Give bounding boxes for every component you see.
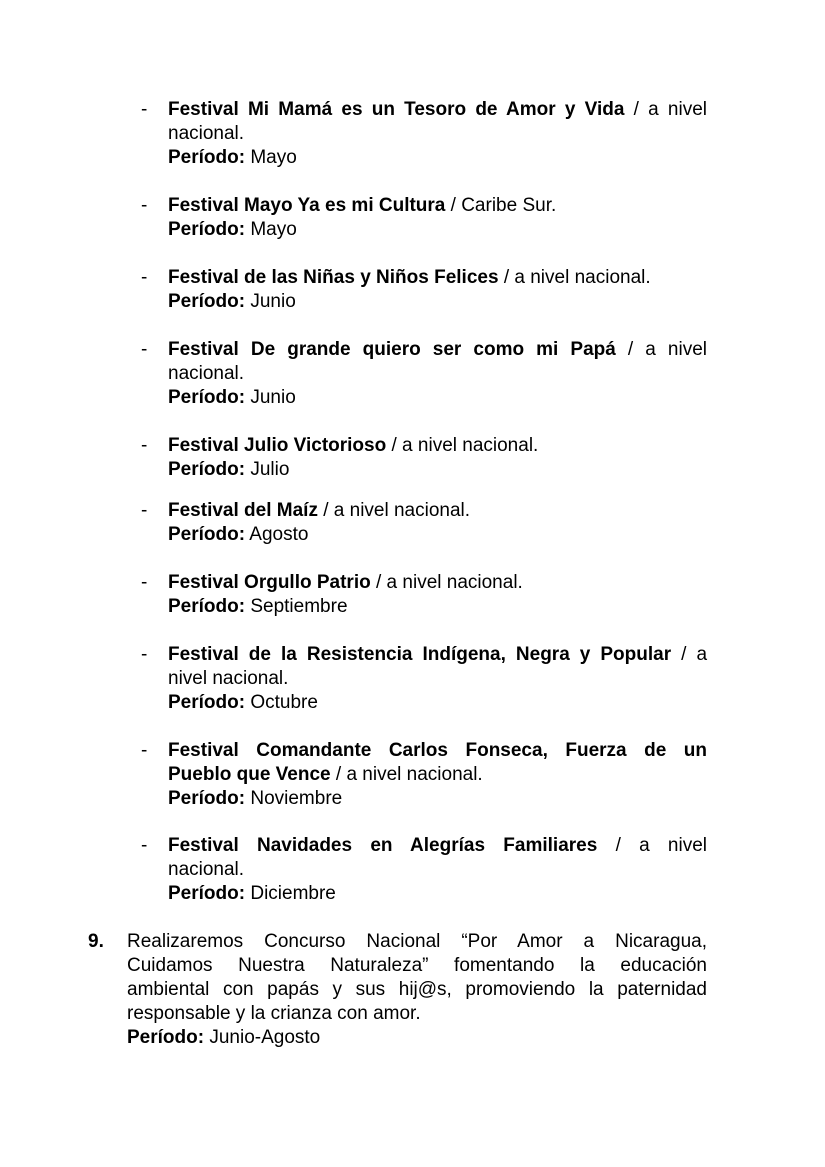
period-value: Noviembre	[250, 788, 343, 809]
period-value: Julio	[250, 459, 290, 480]
festival-name: Festival Mi Mamá es un Tesoro de Amor y Vida	[168, 99, 625, 120]
festival-line	[168, 266, 707, 290]
festival-name: Festival De grande quiero ser como mi Papá	[168, 339, 616, 360]
festival-name: Festival de la Resistencia Indígena, Negra y Popular	[168, 644, 672, 665]
period-value: Septiembre	[250, 596, 348, 617]
festival-scope-continued: nacional.	[168, 123, 245, 144]
festival-name: Festival del Maíz	[168, 500, 318, 521]
festival-line	[168, 643, 707, 667]
list-dash: -	[141, 740, 148, 761]
festival-scope-continued: nacional.	[168, 859, 245, 880]
festival-scope-continued: nivel nacional.	[168, 668, 289, 689]
festival-line	[168, 571, 707, 595]
period-label: Período:	[168, 291, 246, 312]
item-text-line: ambiental con papás y sus hij@s, promoviendo la paternidad	[127, 979, 707, 1000]
festival-scope: / a nivel nacional.	[335, 764, 483, 785]
period-label: Período:	[168, 147, 246, 168]
list-dash: -	[141, 99, 148, 120]
festival-period	[168, 691, 707, 715]
festival-name: Festival Julio Victorioso	[168, 435, 387, 456]
festival-line	[168, 98, 707, 122]
festival-scope: / a nivel nacional.	[503, 267, 651, 288]
festival-line	[168, 194, 707, 218]
festival-scope: / a nivel	[615, 835, 708, 856]
festival-period	[168, 218, 707, 242]
period-value: Mayo	[250, 147, 297, 168]
period-value: Junio	[250, 387, 296, 408]
festival-period	[168, 787, 707, 811]
period-value: Mayo	[250, 219, 297, 240]
festival-line	[168, 739, 707, 763]
festival-line-continued	[168, 763, 707, 787]
festival-line	[168, 499, 707, 523]
period-label: Período:	[168, 459, 246, 480]
festival-name: Festival de las Niñas y Niños Felices	[168, 267, 499, 288]
period-label: Período:	[127, 1027, 205, 1048]
period-label: Período:	[168, 596, 246, 617]
list-dash: -	[141, 267, 148, 288]
period-value: Octubre	[250, 692, 318, 713]
item-period	[127, 1026, 707, 1050]
festival-scope: / a nivel	[633, 99, 708, 120]
festival-name-continued: Pueblo que Vence	[168, 764, 331, 785]
period-label: Período:	[168, 219, 246, 240]
period-value: Junio-Agosto	[209, 1027, 321, 1048]
period-label: Período:	[168, 788, 246, 809]
festival-period	[168, 458, 707, 482]
festival-period	[168, 595, 707, 619]
festival-scope: / a nivel nacional.	[376, 572, 523, 593]
period-value: Agosto	[249, 524, 309, 545]
festival-line	[168, 338, 707, 362]
festival-period	[168, 146, 707, 170]
list-dash: -	[141, 339, 148, 360]
period-value: Junio	[250, 291, 296, 312]
item-number: 9.	[88, 931, 104, 952]
list-dash: -	[141, 500, 148, 521]
festival-name: Festival Mayo Ya es mi Cultura	[168, 195, 446, 216]
list-dash: -	[141, 644, 148, 665]
list-dash: -	[141, 835, 148, 856]
period-value: Diciembre	[250, 883, 336, 904]
festival-name: Festival Navidades en Alegrías Familiares	[168, 835, 598, 856]
festival-scope: / a nivel nacional.	[391, 435, 539, 456]
item-text-line: Cuidamos Nuestra Naturaleza” fomentando la educación	[127, 955, 707, 976]
period-label: Período:	[168, 387, 246, 408]
list-dash: -	[141, 435, 148, 456]
list-dash: -	[141, 572, 148, 593]
item-text-line: Realizaremos Concurso Nacional “Por Amor a Nicaragua,	[127, 931, 707, 952]
period-label: Período:	[168, 883, 246, 904]
festival-period	[168, 290, 707, 314]
festival-scope-continued: nacional.	[168, 363, 245, 384]
festival-period	[168, 523, 707, 547]
festival-scope: / a nivel nacional.	[323, 500, 471, 521]
period-label: Período:	[168, 524, 246, 545]
festival-scope: / a	[681, 644, 708, 665]
festival-period	[168, 882, 707, 906]
festival-period	[168, 386, 707, 410]
list-dash: -	[141, 195, 148, 216]
festival-scope: / Caribe Sur.	[450, 195, 557, 216]
item-text-line: responsable y la crianza con amor.	[127, 1003, 421, 1024]
period-label: Período:	[168, 692, 246, 713]
festival-name: Festival Orgullo Patrio	[168, 572, 371, 593]
festival-line	[168, 434, 707, 458]
festival-scope: / a nivel	[627, 339, 708, 360]
festival-name: Festival Comandante Carlos Fonseca, Fuerza de un	[168, 740, 707, 761]
festival-line	[168, 834, 707, 858]
